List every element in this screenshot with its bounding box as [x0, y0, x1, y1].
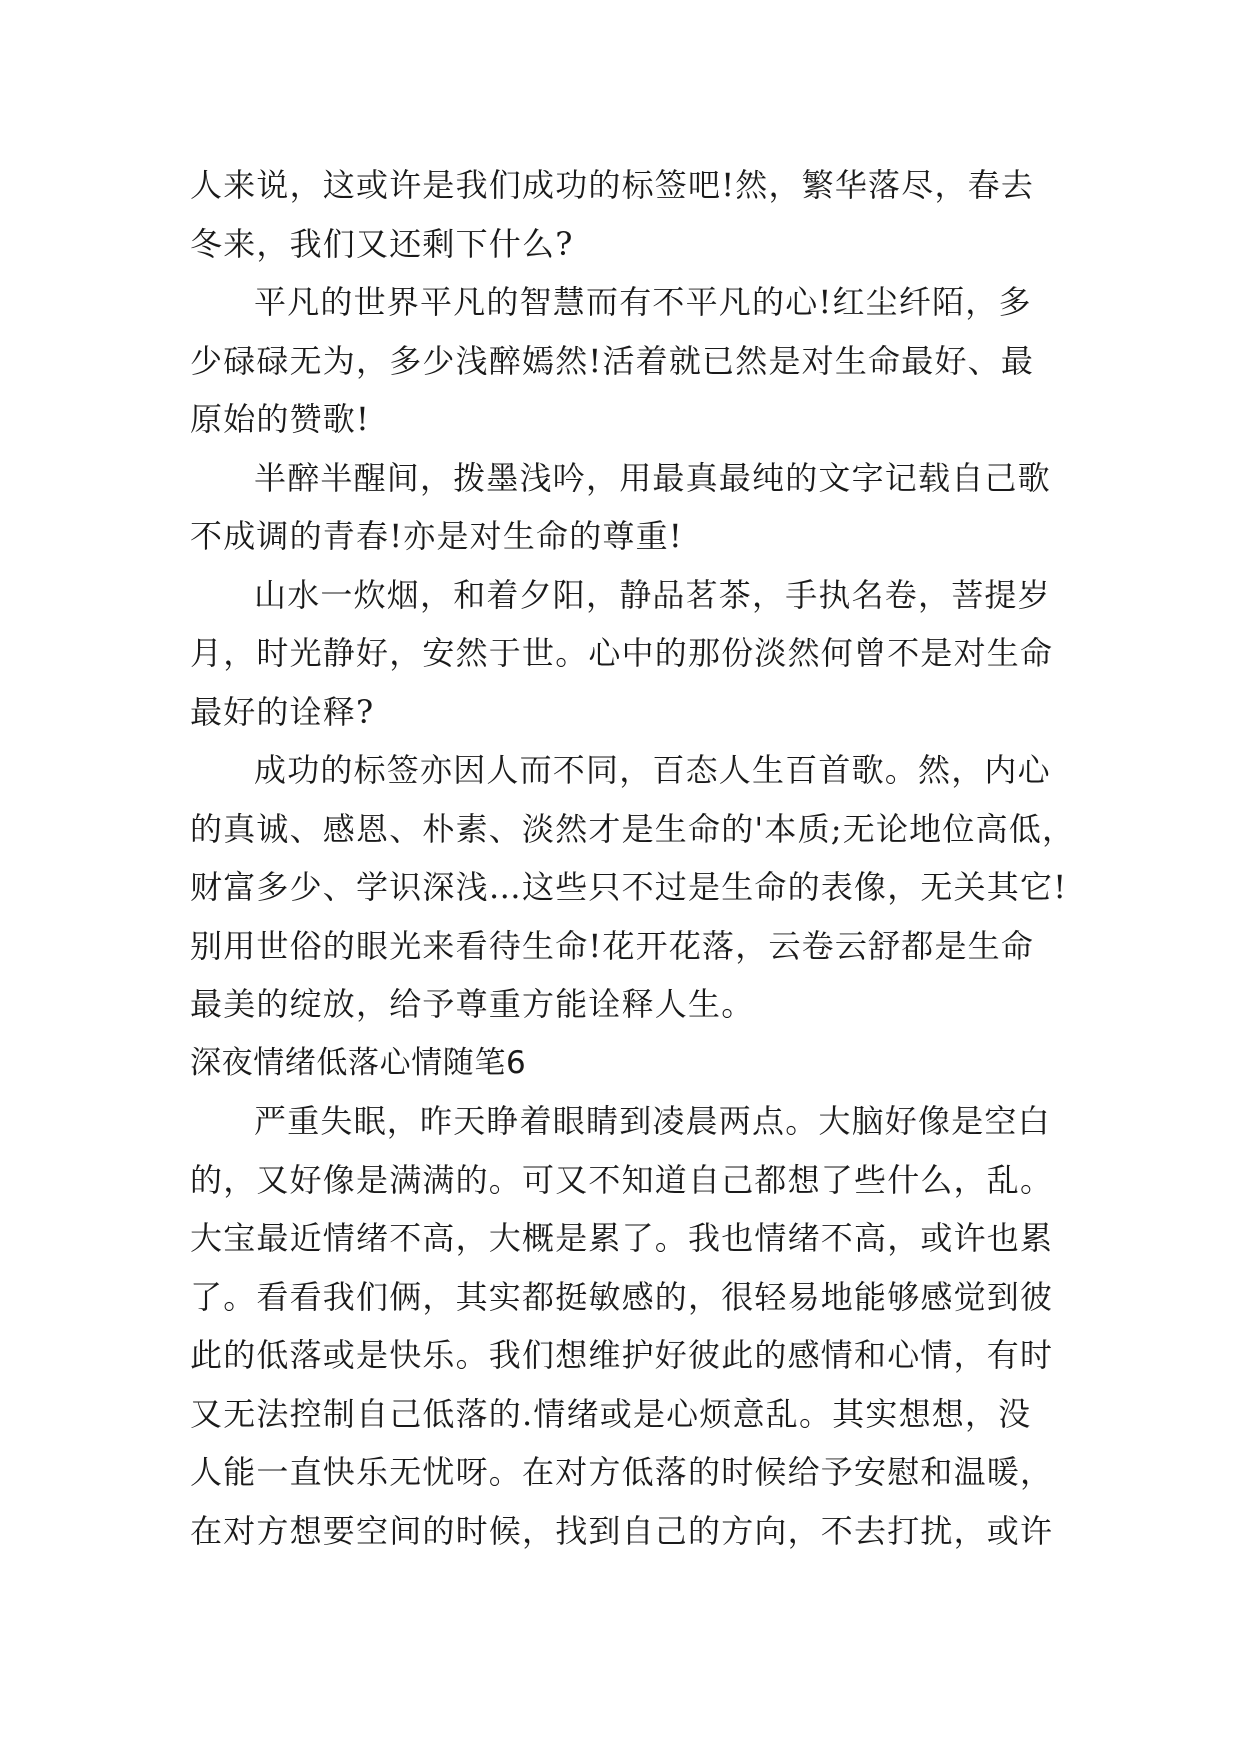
paragraph-first-line: 成功的标签亦因人而不同，百态人生百首歌。然，内心: [254, 751, 1051, 789]
text-line: 人能一直快乐无忧呀。在对方低落的时候给予安慰和温暖，: [190, 1453, 1054, 1491]
text-line: 的，又好像是满满的。可又不知道自己都想了些什么，乱。: [190, 1161, 1054, 1199]
text-line: 在对方想要空间的时候，找到自己的方向，不去打扰，或许: [190, 1512, 1054, 1550]
paragraph-first-line: 半醉半醒间，拨墨浅吟，用最真最纯的文字记载自己歌: [254, 459, 1051, 497]
paragraph-first-line: 山水一炊烟，和着夕阳，静品茗茶，手执名卷，菩提岁: [254, 576, 1051, 614]
section-heading: 深夜情绪低落心情随笔6: [190, 1045, 527, 1081]
text-line: 财富多少、学识深浅…这些只不过是生命的表像，无关其它!: [190, 868, 1068, 906]
text-line: 了。看看我们俩，其实都挺敏感的，很轻易地能够感觉到彼: [190, 1278, 1054, 1316]
text-line: 最美的绽放，给予尊重方能诠释人生。: [190, 985, 755, 1023]
paragraph-first-line: 平凡的世界平凡的智慧而有不平凡的心!红尘纤陌，多: [254, 283, 1032, 321]
text-line: 人来说，这或许是我们成功的标签吧!然，繁华落尽，春去: [190, 166, 1035, 204]
text-line: 冬来，我们又还剩下什么?: [190, 225, 574, 263]
text-line: 又无法控制自己低落的.情绪或是心烦意乱。其实想想，没: [190, 1395, 1032, 1433]
text-line: 的真诚、感恩、朴素、淡然才是生命的'本质;无论地位高低，: [190, 810, 1076, 848]
paragraph-first-line: 严重失眠，昨天睁着眼睛到凌晨两点。大脑好像是空白: [254, 1102, 1051, 1140]
text-line: 不成调的青春!亦是对生命的尊重!: [190, 517, 683, 555]
text-line: 月，时光静好，安然于世。心中的那份淡然何曾不是对生命: [190, 634, 1054, 672]
text-line: 别用世俗的眼光来看待生命!花开花落，云卷云舒都是生命: [190, 927, 1035, 965]
text-line: 最好的诠释?: [190, 693, 375, 731]
text-line: 大宝最近情绪不高，大概是累了。我也情绪不高，或许也累: [190, 1219, 1054, 1257]
text-line: 此的低落或是快乐。我们想维护好彼此的感情和心情，有时: [190, 1336, 1054, 1374]
text-line: 少碌碌无为，多少浅醉嫣然!活着就已然是对生命最好、最: [190, 342, 1035, 380]
text-line: 原始的赞歌!: [190, 400, 371, 438]
